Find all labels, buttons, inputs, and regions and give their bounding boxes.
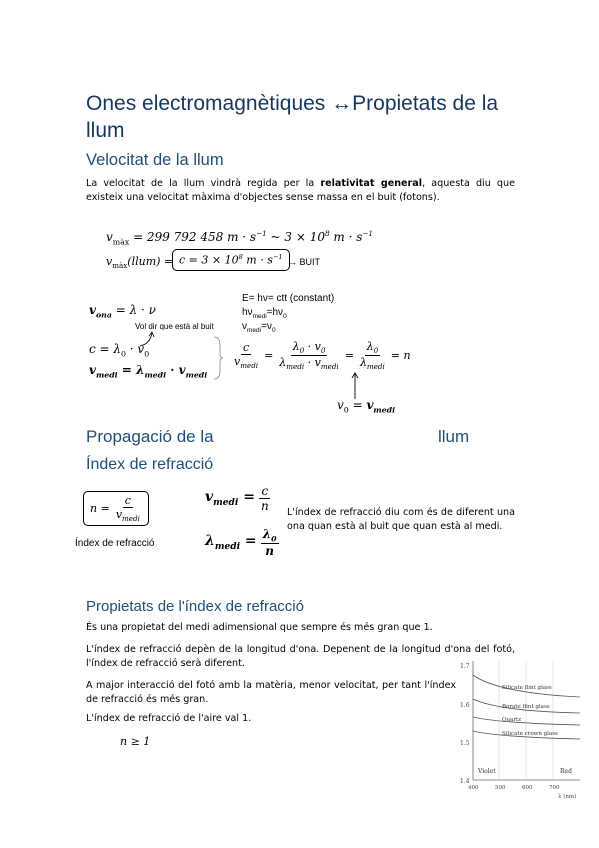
- up-arrow: [351, 372, 359, 400]
- result-n: = n: [390, 349, 411, 363]
- figure-corner-right: Red: [560, 768, 572, 775]
- handwritten-note: Vol dir que està al buit: [135, 322, 214, 331]
- boxed-index-formula: n = $\frac{c}{v_{medi}}$: [83, 491, 149, 526]
- brace: [212, 335, 224, 381]
- eq1-tail: ~ 3 × 10: [270, 230, 325, 244]
- index-caption: Índex de refracció: [75, 538, 155, 549]
- ona-sub: ona: [95, 310, 112, 320]
- page-title: Ones electromagnètiques ↔Propietats de la llum: [86, 92, 499, 142]
- figure-ytick-1: 1.6: [460, 702, 470, 709]
- section-heading-propagacio-right: llum: [438, 427, 470, 446]
- paragraph-velocitat-bold: relativitat general: [320, 178, 423, 189]
- section-heading-propietats: Propietats de l'índex de refracció: [86, 598, 304, 615]
- figure-xtick-0: 400: [468, 785, 479, 791]
- curve-label-3: Silicate crown glass: [502, 731, 558, 737]
- ona-v: v: [89, 303, 96, 317]
- eq2-lhs: v: [106, 255, 113, 268]
- eq1-lhs: v: [106, 230, 113, 244]
- figure-xtick-3: 700: [549, 785, 560, 791]
- eq1-sub: màx: [112, 237, 130, 247]
- equation-v0-vmedi: $v_0 = v_{medi}$: [337, 398, 396, 415]
- curve-quartz: [473, 717, 580, 725]
- figure-x-label: λ (nm): [558, 794, 577, 800]
- index-side-text: L'índex de refracció diu com és de diferent una ona quan està al buit que quan està al medi.: [287, 507, 515, 532]
- eq2-box: c = 3 × 10: [179, 253, 239, 267]
- energy-line-2: $h\nu_{medi}=h\nu_0$: [242, 307, 287, 320]
- figure-xtick-1: 500: [495, 785, 506, 791]
- figure-ytick-0: 1.7: [460, 663, 470, 670]
- figure-ytick-2: 1.5: [460, 740, 470, 747]
- propietats-p4: L'índex de refracció de l'aire val 1.: [86, 713, 252, 724]
- energy-line-3: $\nu_{medi}=\nu_0$: [242, 321, 276, 334]
- curve-label-2: Quartz: [502, 717, 522, 723]
- section-heading-velocitat: Velocitat de la llum: [86, 151, 224, 169]
- equation-lambda-medi: $\lambda_{medi}$ = $\frac{\lambda_0}{n}$: [205, 527, 277, 559]
- propietats-p1: És una propietat del medi adimensional que sempre és més gran que 1.: [86, 622, 433, 633]
- subheading-index: Índex de refracció: [86, 456, 214, 473]
- dispersion-figure: [458, 655, 583, 805]
- eq2-arg: (llum) =: [127, 255, 174, 268]
- boxed-speed-of-light: $c = 3 \times 10^8$ $m \cdot s^{-1}$: [172, 249, 290, 271]
- equation-vmedi-c-n: $v_{medi}$ = $\frac{c}{n}$: [205, 484, 269, 513]
- c-eq: c = λ: [89, 342, 122, 356]
- eq1-rhs: = 299 792 458 m · s: [133, 230, 257, 244]
- curve-label-0: Silicate flint glass: [502, 685, 552, 691]
- buit-note: → BUIT: [288, 257, 321, 267]
- paragraph-velocitat-pre: La velocitat de la llum vindrà regida per la: [86, 178, 321, 189]
- ona-rhs: = λ · ν: [115, 303, 156, 317]
- figure-xtick-2: 600: [522, 785, 533, 791]
- curve-label-1: Borate flint glass: [502, 704, 550, 710]
- equation-v-medi: $v_{medi} = \lambda_{medi} \cdot v_{medi}$: [89, 363, 208, 380]
- equation-c: $c = \lambda_0 \cdot v_0$: [89, 342, 150, 359]
- figure-ytick-3: 1.4: [460, 778, 470, 785]
- paragraph-velocitat: [86, 177, 515, 205]
- equation-ratio: $\frac{c}{v_{medi}}$ = $\frac{\lambda_0 \cdot v_0}{\lambda_{medi} \cdot v_{medi}}$ = $\frac{\lambda_0}{\lambda_{medi}}$ = n: [234, 340, 411, 372]
- medi-v: v: [89, 363, 96, 377]
- equation-vmax-llum: [106, 255, 173, 270]
- propietats-p2: L'índex de refracció depèn de la longitud d'ona. Depenent de la longitud d'ona del fotó, l'índex de refracció serà diferent.: [86, 644, 515, 669]
- figure-corner-left: Violet: [478, 768, 496, 775]
- propietats-p3: A major interacció del fotó amb la matèria, menor velocitat, per tant l'índex de refracció és més gran.: [86, 680, 456, 705]
- n-ge-1: n ≥ 1: [120, 735, 151, 748]
- equation-vmax: $v_{màx} = 299$ 792 458 $m \cdot s^{-1}$ ~ $3 \times 10^8$ $m \cdot s^{-1}$: [106, 229, 373, 247]
- paragraph-velocitat-post: , aquesta diu que existeix una velocitat màxima d'objectes sense massa en el buit (fotons).: [86, 178, 516, 203]
- equation-v-ona: [89, 303, 156, 319]
- section-heading-propagacio: Propagació de la: [86, 427, 214, 446]
- energy-line-1: E= hν= ctt (constant): [242, 293, 335, 304]
- eq2-sub: màx: [112, 261, 128, 271]
